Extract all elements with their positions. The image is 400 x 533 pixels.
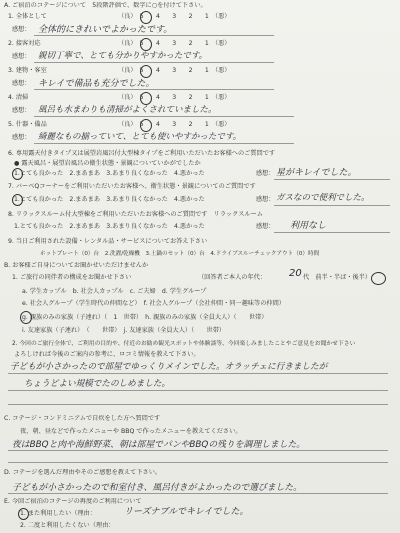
b2-note: よろしければ今後のご案内の参考に、ロコミ情報を教えて下さい。	[14, 351, 200, 358]
item-5-comment: 綺麗なもの揃っていて、とても使いやすかったです。	[38, 132, 242, 142]
answer-line	[34, 143, 294, 144]
option-circle	[12, 168, 23, 180]
item-3-kansou: 感想：	[12, 80, 31, 87]
option-circle	[18, 508, 29, 520]
b-option-row-3: g. 親族のみの家族（子連れ）（ 1 世帯） h. 親族のみの家族（全員大人）（ 世帯）	[22, 314, 268, 321]
section-e-heading: E. 今回ご宿泊のコテージの再度のご利用について	[4, 498, 142, 505]
option-circle	[12, 194, 23, 206]
item-5-label: 5. 什器・備品	[8, 121, 47, 128]
section-c-heading: C. コテージ・コンドミニアムで自炊をした方へ質問です	[4, 415, 161, 422]
q8-options: 1.とても良かった 2.まあまあ 3.あまり良くなかった 4.悪かった	[14, 223, 205, 230]
answer-line	[8, 373, 388, 374]
q6-label: 6. 専用露天付きタイプ又は展望岩風呂付大型棟タイプをご利用いただいたお客様へのご質問です	[8, 150, 276, 157]
item-1-kansou: 感想：	[12, 26, 31, 33]
b-option-row-4: i. 友達家族（子連れ） （ 世帯） j. 友達家族（全員大人）（ 世帯）	[22, 327, 226, 334]
q7-label: 7. バーベQコーナーをご利用いただいたお客様へ、衛生状態・景観についてのご質問です	[8, 183, 256, 190]
item-4-kansou: 感想：	[12, 107, 31, 114]
age-circle	[371, 272, 386, 285]
q9-equipment: ホットプレート（0）台 2.洗濯/乾燥機 3.土鍋のセット（0）台 4.ドライブスルーチェックアウト（0）時間	[40, 251, 320, 257]
q7-kansou: 感想：	[256, 196, 275, 203]
answer-line	[8, 462, 388, 463]
q7-comment: ガスなので便利でした。	[276, 193, 370, 203]
answer-line	[8, 450, 388, 451]
item-2-scale: （良） 5 4 3 2 1 （悪）	[118, 40, 231, 47]
answer-line	[274, 232, 390, 233]
b-option-row-2: e. 社会人グループ（学生時代の仲間など） f. 社会人グループ（会社仲間・同一趣味等の仲間）	[22, 300, 285, 307]
answer-line	[274, 179, 390, 180]
b2-answer-line2: ちょうどよい規模でたのしめました。	[24, 379, 171, 389]
q7-options: 1.とても良かった 2.まあまあ 3.あまり良くなかった 4.悪かった	[14, 196, 205, 203]
q6-options: 1.とても良かった 2.まあまあ 3.あまり良くなかった 4.悪かった	[14, 170, 205, 177]
option-circle	[20, 311, 32, 324]
section-a-heading: A. ご宿泊のコテージについて 5段階評価で、数字に○を付けて下さい。	[4, 2, 207, 9]
b-option-row-1: a. 学生カップル b. 社会人カップル c. ご夫婦 d. 学生グループ	[22, 288, 207, 295]
item-5-kansou: 感想：	[12, 134, 31, 141]
item-1-scale: （良） 5 4 3 2 1 （悪）	[118, 13, 231, 20]
answer-line	[34, 35, 274, 36]
q9-label: 9. 当日ご利用された設備・レンタル品・サービスについてお答え下さい	[8, 238, 208, 245]
q8-kansou: 感想：	[256, 223, 275, 230]
q8-label: 8. リラックスルーム付大型棟をご利用いただいたお客様へのご質問です リラックスルーム	[8, 211, 263, 218]
answer-line	[8, 493, 388, 494]
item-3-label: 3. 建物・客室	[8, 67, 47, 74]
q6-sub: ● 露天風呂・展望岩風呂の衛生状態・景観についていかがでしたか	[14, 160, 201, 167]
q6-kansou: 感想：	[256, 170, 275, 177]
q6-comment: 星がキレイでした。	[276, 168, 357, 178]
item-1-label: 1. 全体として	[8, 13, 47, 20]
e-answer: リーズナブルでキレイでした。	[124, 507, 249, 517]
answer-line	[8, 404, 388, 405]
e-option-2: 2. 二度と利用したくない（理由：	[20, 522, 115, 529]
c-sub: 夜、朝、昼などで作ったメニューや BBQ で作ったメニューを教えてください。	[20, 428, 242, 435]
item-3-comment: キレイで備品も充分でした。	[38, 79, 155, 89]
answer-line	[34, 62, 274, 63]
item-3-scale: （良） 5 4 3 2 1 （悪）	[118, 67, 231, 74]
e-option-1: 1. また利用したい（理由：	[20, 510, 96, 517]
answer-line	[34, 116, 294, 117]
d-answer: 子どもが小さかったので和室付き、風呂付きがよかったので選びました。	[12, 483, 302, 493]
item-4-label: 4. 清掃	[8, 94, 29, 101]
item-4-comment: 風呂も水まわりも清掃がよくされていました。	[38, 105, 217, 115]
item-1-comment: 全体的にきれいでよかったです。	[38, 25, 173, 35]
answer-line	[34, 89, 274, 90]
item-4-scale: （良） 5 4 3 2 1 （悪）	[118, 94, 231, 101]
section-d-heading: D. コテージを選んだ理由やそのご感想を教えて下さい。	[4, 469, 162, 476]
item-5-scale: （良） 5 4 3 2 1 （悪）	[118, 121, 231, 128]
b1-age: 20	[289, 268, 302, 279]
item-2-comment: 親切丁寧で、とても分かりやすかったです。	[38, 51, 208, 61]
b2-label: 2. 今回のご旅行全体で、ご利用の目的や、付近のお勧め観光スポットや体験談等、今回楽しみましたことやご意見をお聞かせ下さい	[12, 341, 356, 347]
answer-line	[8, 390, 388, 391]
c-answer: 夜はBBQと肉や海鮮野菜、朝は部屋でパンやBBQの残りを調理しました。	[12, 440, 306, 450]
b1-age-prefix: （回答者ご本人の年代：	[198, 274, 267, 281]
b1-label: 1. ご旅行の同伴者の構成をお聞かせ下さい	[12, 274, 132, 281]
b1-age-suffix: 代 前半・半ば・後半）	[303, 274, 372, 281]
item-2-label: 2. 接客対応	[8, 40, 41, 47]
section-b-heading: B. お客様ご自身についてお聞かせいただけませんか	[4, 262, 149, 269]
b2-answer-line1: 子どもが小さかったので部屋でゆっくりメインでした。オラッチェに行きましたが	[10, 362, 328, 372]
q8-comment: 利用なし	[290, 221, 327, 231]
item-2-kansou: 感想：	[12, 53, 31, 60]
answer-line	[274, 205, 390, 206]
